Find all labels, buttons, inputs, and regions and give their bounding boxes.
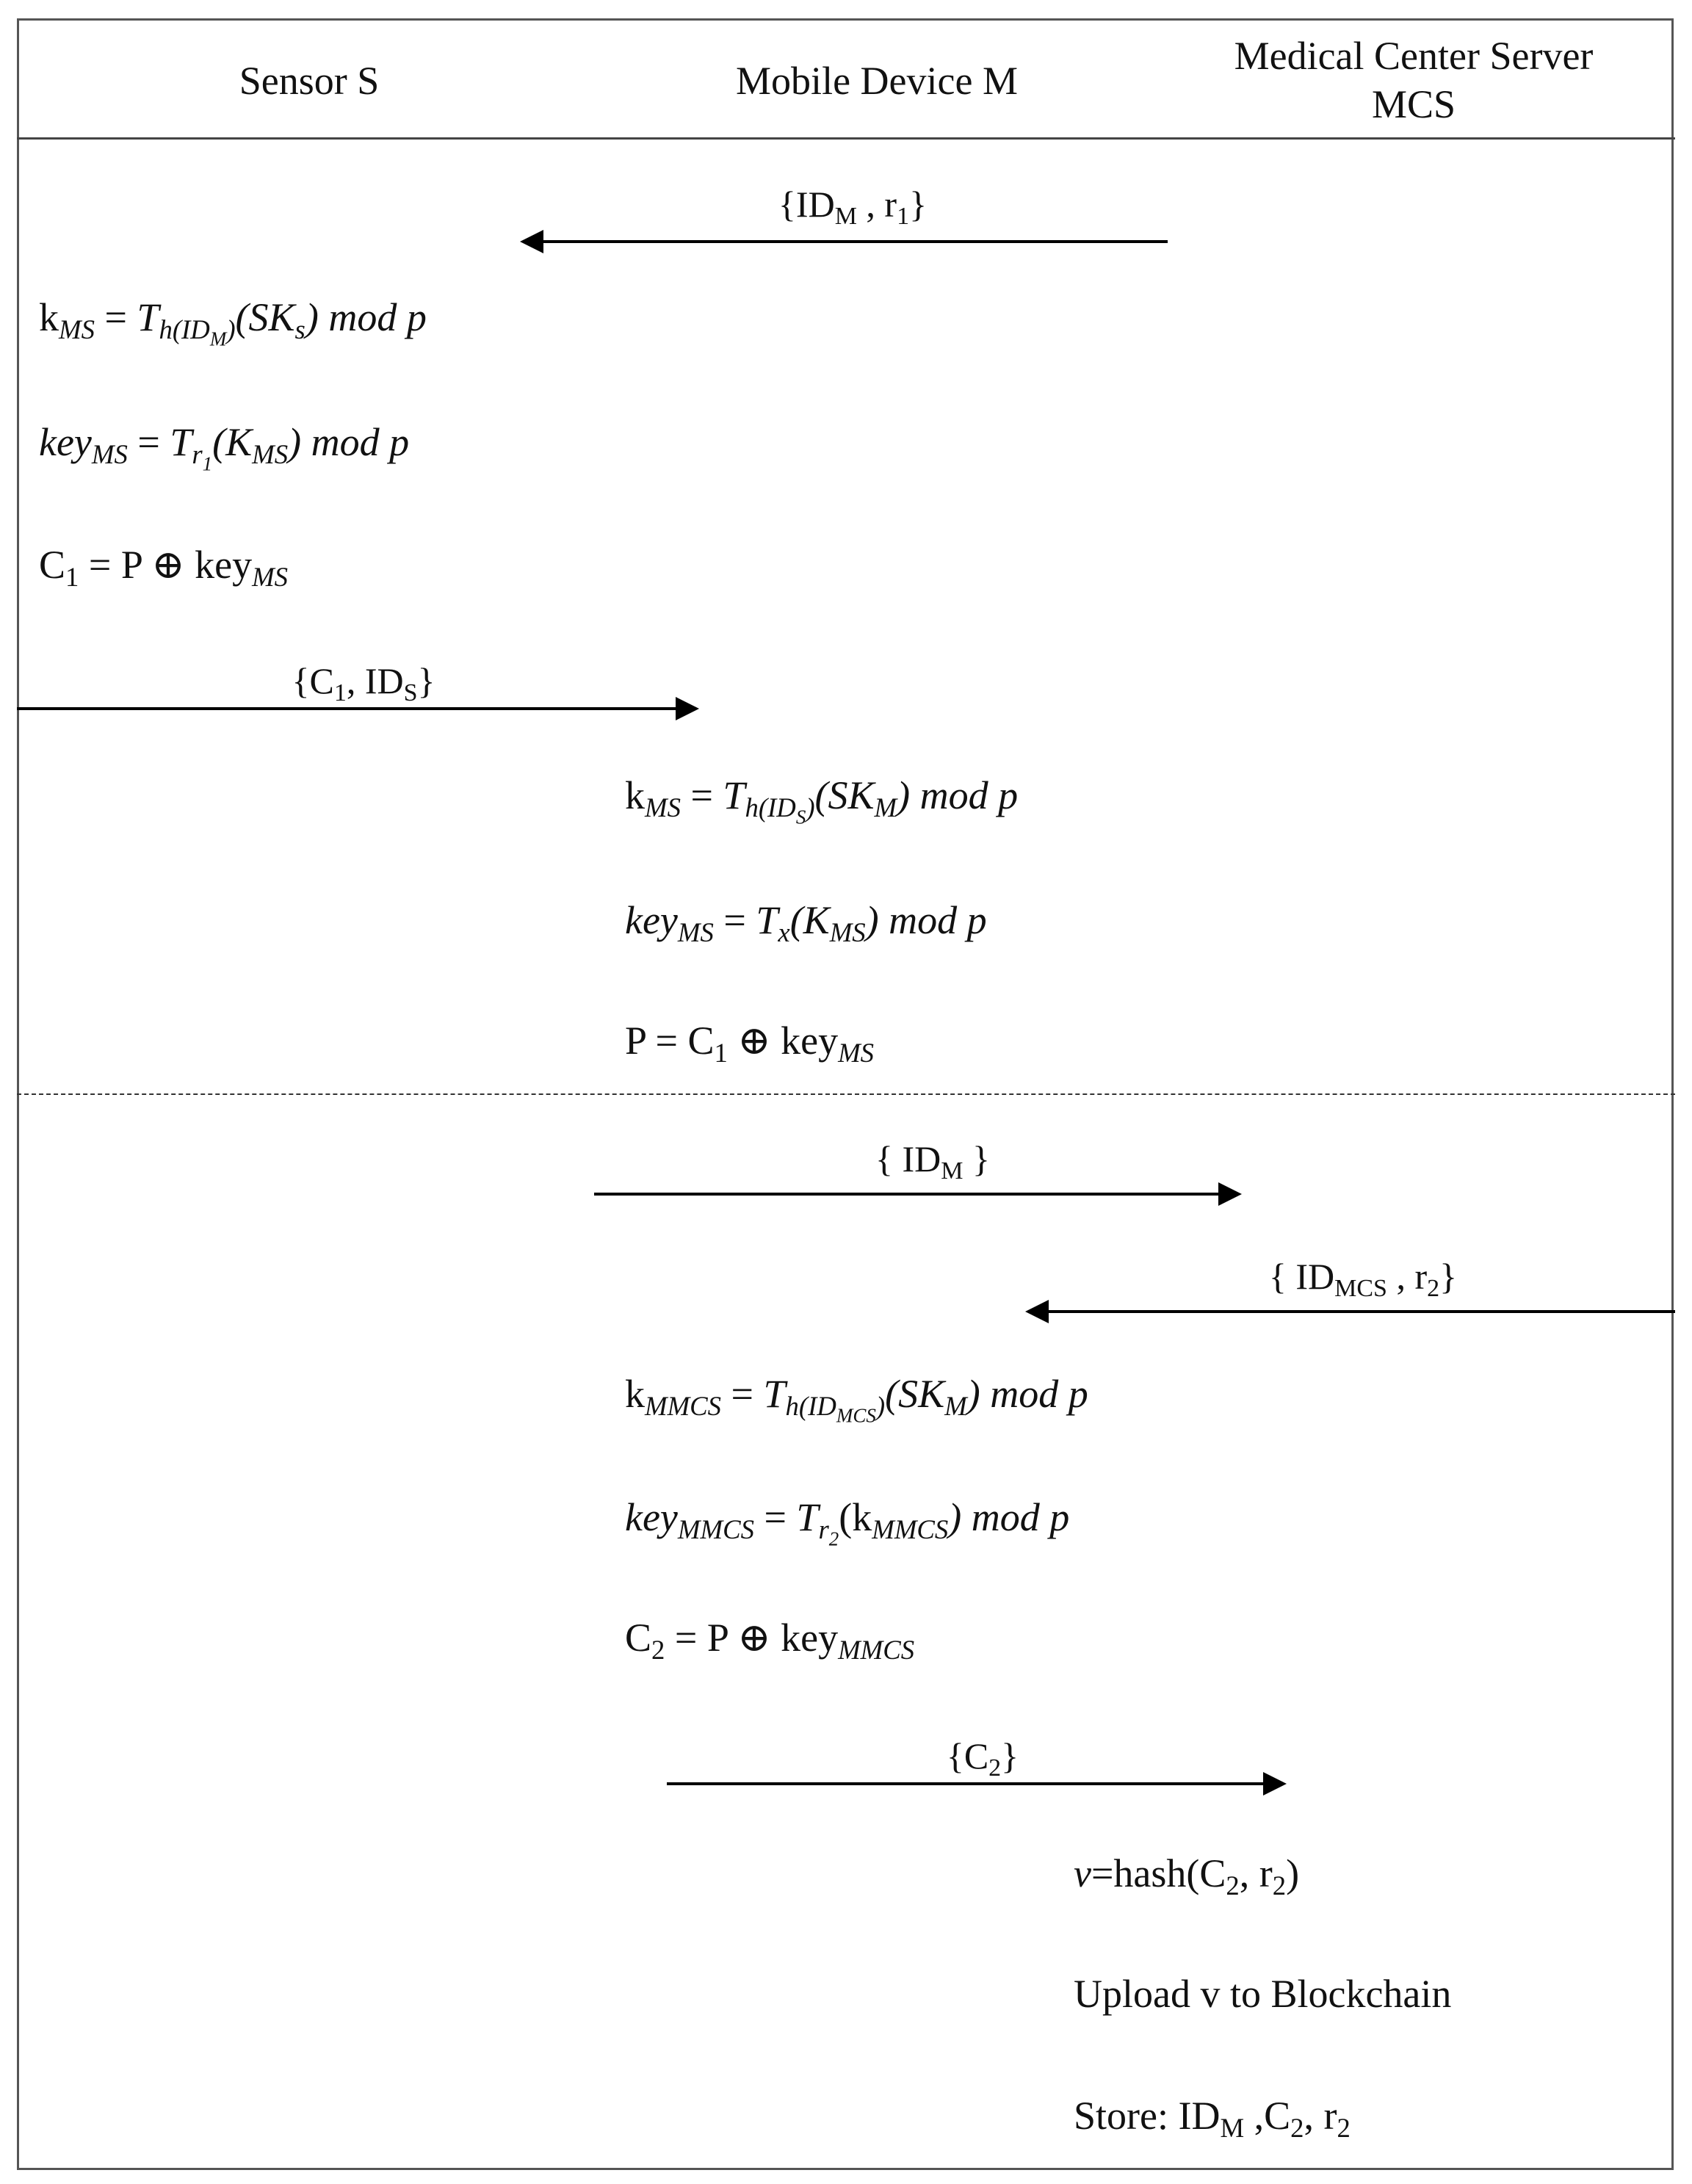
sensor-keyms-part: key bbox=[39, 420, 92, 464]
sensor-keyms-part: r bbox=[192, 439, 203, 470]
msg-c1-ids bbox=[292, 659, 435, 715]
mobile-kmmcs-part: MMCS bbox=[645, 1391, 722, 1422]
mobile-keyms-part: key bbox=[625, 898, 678, 942]
mobile-kms bbox=[625, 773, 1018, 839]
sensor-kms-part: (SK bbox=[235, 295, 295, 339]
msg-c1-ids-part: S bbox=[403, 679, 418, 707]
mobile-kms-part: T bbox=[723, 773, 745, 817]
mobile-p-part: MS bbox=[838, 1038, 875, 1069]
msg-idm-part: M bbox=[941, 1157, 964, 1185]
mobile-kms-part: MS bbox=[645, 792, 681, 823]
mobile-c2-part: MMCS bbox=[838, 1635, 915, 1666]
mobile-p-part: P = C bbox=[625, 1019, 715, 1063]
mobile-c2-part: 2 bbox=[651, 1635, 665, 1666]
mobile-kmmcs-part: M bbox=[944, 1391, 967, 1422]
server-store-part: , r bbox=[1304, 2094, 1337, 2138]
sensor-kms-part: h(ID bbox=[159, 314, 210, 345]
mobile-kms-part: (SK bbox=[814, 773, 875, 817]
msg-idm-part: } bbox=[963, 1138, 990, 1179]
sensor-kms-part: MS bbox=[59, 314, 95, 345]
mobile-kmmcs-part: MCS bbox=[836, 1404, 876, 1427]
msg-idm bbox=[875, 1137, 990, 1193]
column-header-sensor: Sensor S bbox=[239, 59, 380, 103]
mobile-keymmcs-part: MMCS bbox=[872, 1514, 949, 1545]
mobile-kmmcs-part: = bbox=[721, 1372, 764, 1416]
server-header-line2: MCS bbox=[1371, 82, 1456, 126]
mobile-keyms-part: MS bbox=[677, 917, 714, 948]
mobile-p-part: 1 bbox=[714, 1038, 728, 1069]
mobile-p-part: ⊕ key bbox=[727, 1019, 839, 1063]
mobile-kms-part: ) mod p bbox=[897, 773, 1019, 817]
mobile-kmmcs-part: T bbox=[763, 1372, 786, 1416]
server-header-line1: Medical Center Server bbox=[1234, 34, 1594, 78]
msg-idmcs-r2-part: } bbox=[1439, 1256, 1458, 1297]
mobile-kmmcs-part: h(ID bbox=[785, 1391, 836, 1422]
mobile-c2 bbox=[625, 1616, 914, 1672]
msg-idmcs-r2 bbox=[1269, 1254, 1457, 1311]
mobile-kmmcs bbox=[625, 1372, 1088, 1437]
mobile-keyms-part: = bbox=[713, 898, 756, 942]
sensor-keyms-part: MS bbox=[252, 439, 289, 470]
server-store-part: M bbox=[1220, 2113, 1245, 2144]
sensor-kms-part: ) bbox=[226, 314, 236, 345]
msg-idmcs-r2-part: , r bbox=[1386, 1256, 1428, 1297]
server-store-part: ,C bbox=[1244, 2094, 1291, 2138]
sensor-keyms-part: (K bbox=[212, 420, 253, 464]
msg-idm-r1-part: M bbox=[834, 203, 857, 231]
mobile-kmmcs-part: (SK bbox=[885, 1372, 945, 1416]
msg-idmcs-r2-part: 2 bbox=[1427, 1275, 1440, 1303]
msg-idm-r1-part: 1 bbox=[897, 203, 910, 231]
msg-idm-r1-part: , r bbox=[856, 184, 897, 225]
mobile-p bbox=[625, 1019, 874, 1075]
mobile-kmmcs-part: ) mod p bbox=[966, 1372, 1088, 1416]
sensor-keyms-part: 1 bbox=[202, 452, 213, 475]
server-hash-part: , r bbox=[1239, 1851, 1273, 1895]
sensor-keyms bbox=[39, 420, 409, 485]
mobile-kms-part: M bbox=[874, 792, 897, 823]
server-store-part: Store: ID bbox=[1074, 2094, 1221, 2138]
server-upload bbox=[1074, 1972, 1451, 2016]
mobile-kms-part: S bbox=[795, 806, 806, 828]
msg-idm-r1-part: {ID bbox=[778, 184, 835, 225]
mobile-keyms-part: ) mod p bbox=[865, 898, 987, 942]
msg-idmcs-r2-part: { ID bbox=[1268, 1256, 1335, 1297]
server-hash-part: =hash(C bbox=[1091, 1851, 1226, 1895]
msg-c2-part: 2 bbox=[988, 1754, 1002, 1782]
server-upload-part: Upload v to Blockchain bbox=[1074, 1972, 1452, 2016]
server-store bbox=[1074, 2094, 1351, 2150]
mobile-keyms bbox=[625, 898, 987, 955]
mobile-keymmcs-part: ) mod p bbox=[948, 1495, 1070, 1539]
msg-c1-ids-part: } bbox=[417, 660, 435, 701]
sensor-keyms-part: T bbox=[170, 420, 192, 464]
mobile-keyms-part: x bbox=[778, 917, 790, 948]
server-store-part: 2 bbox=[1290, 2113, 1304, 2144]
msg-c2 bbox=[947, 1734, 1019, 1790]
mobile-keymmcs-part: T bbox=[796, 1495, 819, 1539]
server-hash-part: 2 bbox=[1272, 1870, 1287, 1901]
column-header-mobile: Mobile Device M bbox=[736, 59, 1018, 103]
msg-c1-ids-part: , ID bbox=[346, 660, 404, 701]
sensor-keyms-part: = bbox=[127, 420, 170, 464]
msg-c2-part: } bbox=[1001, 1735, 1019, 1776]
msg-c1-ids-part: 1 bbox=[333, 679, 347, 707]
mobile-c2-part: = P ⊕ key bbox=[665, 1616, 839, 1660]
sensor-c1-part: = P ⊕ key bbox=[79, 543, 253, 587]
mobile-keyms-part: T bbox=[756, 898, 778, 942]
sensor-c1-part: C bbox=[39, 543, 66, 587]
mobile-keymmcs-part: MMCS bbox=[677, 1514, 754, 1545]
sensor-kms bbox=[39, 295, 427, 361]
sensor-kms-part: M bbox=[209, 328, 227, 350]
mobile-kms-part: = bbox=[680, 773, 723, 817]
mobile-keymmcs-part: key bbox=[625, 1495, 678, 1539]
sensor-kms-part: s bbox=[294, 314, 306, 345]
sensor-c1-part: 1 bbox=[65, 562, 79, 593]
mobile-keyms-part: (K bbox=[789, 898, 830, 942]
mobile-keymmcs-part: r bbox=[818, 1514, 829, 1545]
mobile-keymmcs-part: = bbox=[753, 1495, 797, 1539]
server-hash bbox=[1074, 1851, 1299, 1908]
msg-c1-ids-part: {C bbox=[292, 660, 334, 701]
mobile-c2-part: C bbox=[625, 1616, 652, 1660]
sensor-kms-part: k bbox=[39, 295, 59, 339]
msg-idmcs-r2-part: MCS bbox=[1334, 1275, 1387, 1303]
mobile-kmmcs-part: ) bbox=[875, 1391, 886, 1422]
sensor-kms-part: ) mod p bbox=[305, 295, 427, 339]
mobile-keymmcs-part: 2 bbox=[828, 1527, 839, 1550]
sensor-c1 bbox=[39, 543, 288, 599]
sensor-kms-part: T bbox=[137, 295, 159, 339]
mobile-keyms-part: MS bbox=[829, 917, 866, 948]
msg-idm-r1 bbox=[778, 182, 927, 239]
server-store-part: 2 bbox=[1337, 2113, 1351, 2144]
server-hash-part: ) bbox=[1286, 1851, 1300, 1895]
mobile-kmmcs-part: k bbox=[625, 1372, 645, 1416]
mobile-keymmcs-part: (k bbox=[839, 1495, 872, 1539]
msg-idm-r1-part: } bbox=[909, 184, 928, 225]
sensor-keyms-part: ) mod p bbox=[288, 420, 410, 464]
mobile-kms-part: ) bbox=[806, 792, 815, 823]
mobile-kms-part: k bbox=[625, 773, 645, 817]
server-hash-part: 2 bbox=[1226, 1870, 1240, 1901]
mobile-keymmcs bbox=[625, 1495, 1069, 1561]
server-hash-part: v bbox=[1074, 1851, 1091, 1895]
sensor-kms-part: = bbox=[94, 295, 137, 339]
sensor-keyms-part: MS bbox=[91, 439, 128, 470]
msg-c2-part: {C bbox=[946, 1735, 989, 1776]
msg-idm-part: { ID bbox=[875, 1138, 941, 1179]
sensor-c1-part: MS bbox=[252, 562, 289, 593]
mobile-kms-part: h(ID bbox=[745, 792, 796, 823]
